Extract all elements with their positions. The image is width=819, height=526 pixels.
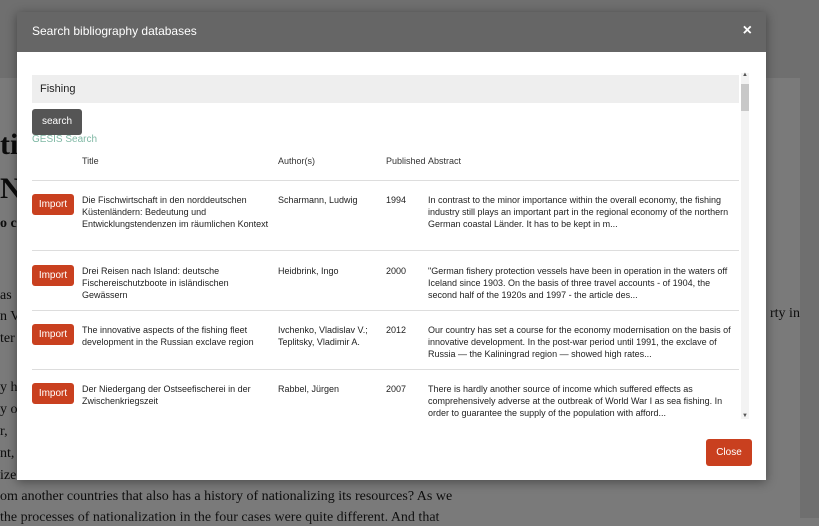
scroll-down-icon[interactable]: ▼ xyxy=(742,413,748,419)
close-icon[interactable]: × xyxy=(742,22,752,39)
result-abstract: There is hardly another source of income which suffered effects as comprehensively adverse at the outbreak of World War I as sea fishing. In order to guarantee the supply of the population with afford... xyxy=(428,384,723,418)
scroll-up-icon[interactable]: ▲ xyxy=(742,72,748,78)
search-input[interactable] xyxy=(32,75,739,103)
table-divider xyxy=(32,310,739,311)
modal-header xyxy=(17,12,766,52)
result-title: Drei Reisen nach Island: deutsche Fischereischutzboote in isländischen Gewässern xyxy=(82,266,229,300)
result-abstract: "German fishery protection vessels have been in operation in the waters off Iceland since 1903. On the basis of three travel accounts - of 1904, the second half of the 1920s and 1997 - the article des... xyxy=(428,266,728,300)
column-header-abstract: Abstract xyxy=(428,156,462,166)
column-header-title: Title xyxy=(82,156,99,166)
search-button[interactable]: search xyxy=(32,109,82,135)
import-button[interactable]: Import xyxy=(32,324,74,345)
import-button[interactable]: Import xyxy=(32,194,74,215)
scrollbar-thumb[interactable] xyxy=(741,84,749,111)
search-bibliography-modal xyxy=(17,12,766,480)
import-button[interactable]: Import xyxy=(32,265,74,286)
result-year: 2007 xyxy=(386,384,407,394)
import-button[interactable]: Import xyxy=(32,383,74,404)
result-abstract: Our country has set a course for the economy modernisation on the basis of innovative development. In the post-war period until 1991, the exclave of Russia — the Kaliningrad region — showed high rates... xyxy=(428,325,731,359)
result-abstract: In contrast to the minor importance within the overall economy, the fishing industry still plays an important part in the regional economy of the northern German coastal Länder. It has to be kept in m... xyxy=(428,195,729,229)
result-year: 2000 xyxy=(386,266,407,276)
result-authors: Scharmann, Ludwig xyxy=(278,195,358,205)
result-title: Der Niedergang der Ostseefischerei in der Zwischenkriegszeit xyxy=(82,384,251,406)
result-title: Die Fischwirtschaft in den norddeutschen Küstenländern: Bedeutung und Entwicklungstendenzen im räumlichen Kontext xyxy=(82,195,269,229)
gesis-search-link[interactable]: GESIS Search xyxy=(32,134,98,145)
results-scrollbar[interactable] xyxy=(741,73,749,419)
result-authors: Rabbel, Jürgen xyxy=(278,384,340,394)
result-title: The innovative aspects of the fishing fleet development in the Russian exclave region xyxy=(82,325,254,347)
table-divider xyxy=(32,250,739,251)
table-divider xyxy=(32,369,739,370)
result-authors: Heidbrink, Ingo xyxy=(278,266,339,276)
column-header-authors: Author(s) xyxy=(278,156,316,166)
table-divider xyxy=(32,180,739,181)
result-authors: Ivchenko, Vladislav V.; Teplitsky, Vladimir A. xyxy=(278,325,368,347)
close-button[interactable]: Close xyxy=(706,439,752,466)
modal-body xyxy=(32,71,752,437)
column-header-published: Published xyxy=(386,156,426,166)
result-year: 1994 xyxy=(386,195,407,205)
modal-title: Search bibliography databases xyxy=(32,24,197,38)
result-year: 2012 xyxy=(386,325,407,335)
